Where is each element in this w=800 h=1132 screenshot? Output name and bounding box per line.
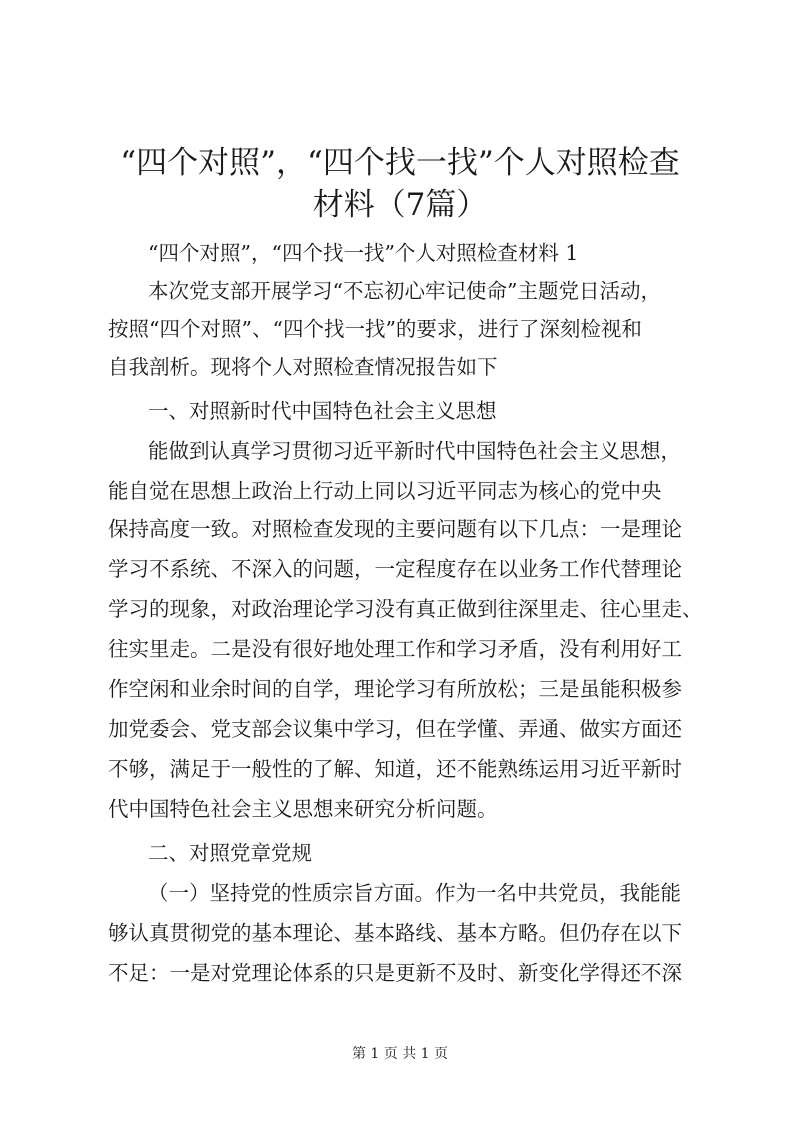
body-line: 不够，满足于一般性的了解、知道，还不能熟练运用习近平新时 xyxy=(108,757,682,781)
body-line: 本次党支部开展学习“不忘初心牢记使命”主题党日活动， xyxy=(148,279,661,303)
section-heading-2: 二、对照党章党规 xyxy=(148,841,312,865)
subtitle-heading: “四个对照”，“四个找一找”个人对照检查材料 1 xyxy=(148,241,579,265)
body-line: 代中国特色社会主义思想来研究分析问题。 xyxy=(108,797,498,821)
body-line: 作空闲和业余时间的自学，理论学习有所放松；三是虽能积极参 xyxy=(108,677,682,701)
body-line: 学习不系统、不深入的问题，一定程度存在以业务工作代替理论 xyxy=(108,557,682,581)
body-line: 学习的现象，对政治理论学习没有真正做到往深里走、往心里走、 xyxy=(108,597,703,621)
body-line: 不足：一是对党理论体系的只是更新不及时、新变化学得还不深 xyxy=(108,961,682,985)
section-heading-1: 一、对照新时代中国特色社会主义思想 xyxy=(148,399,497,423)
body-line: 保持高度一致。对照检查发现的主要问题有以下几点：一是理论 xyxy=(108,517,682,541)
document-title-line-1: “四个对照”，“四个找一找”个人对照检查 xyxy=(120,145,680,181)
body-line: 往实里走。二是没有很好地处理工作和学习矛盾，没有利用好工 xyxy=(108,637,682,661)
body-line: 够认真贯彻党的基本理论、基本路线、基本方略。但仍存在以下 xyxy=(108,921,682,945)
body-line: 加党委会、党支部会议集中学习，但在学懂、弄通、做实方面还 xyxy=(108,717,682,741)
document-title-line-2: 材料（7篇） xyxy=(312,187,488,223)
body-line: 自我剖析。现将个人对照检查情况报告如下 xyxy=(108,355,498,379)
body-line: 按照“四个对照”、“四个找一找”的要求，进行了深刻检视和 xyxy=(108,317,642,341)
body-line: 能做到认真学习贯彻习近平新时代中国特色社会主义思想， xyxy=(148,439,681,463)
body-line: 能自觉在思想上政治上行动上同以习近平同志为核心的党中央 xyxy=(108,479,662,503)
page-number-footer: 第 1 页 共 1 页 xyxy=(351,1046,449,1062)
body-line: （一）坚持党的性质宗旨方面。作为一名中共党员，我能能 xyxy=(148,881,681,905)
